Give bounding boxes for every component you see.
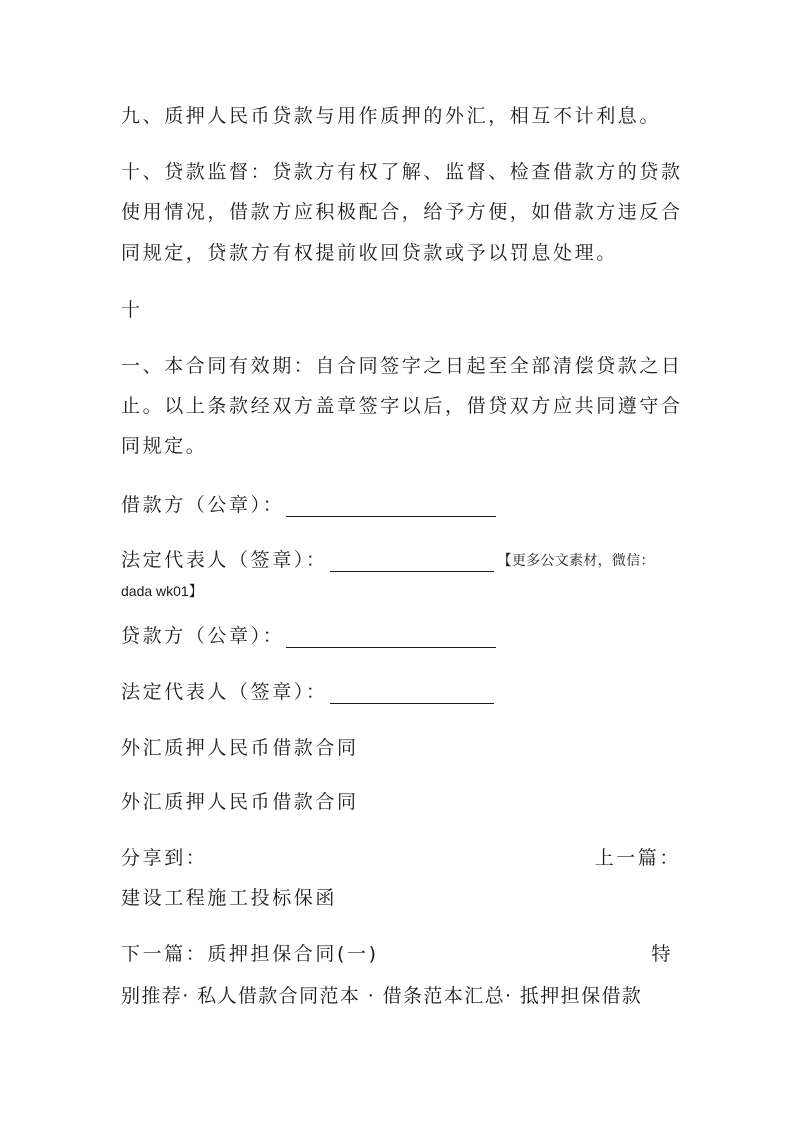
doc-title-1: 外汇质押人民币借款合同	[121, 737, 359, 759]
clause-10-line-2: 使用情况，借款方应积极配合，给予方便，如借款方违反合	[121, 201, 683, 223]
share-label: 分享到：	[121, 847, 208, 869]
lender-seal-blank[interactable]	[286, 629, 496, 648]
clause-11-line-3: 同规定。	[121, 435, 208, 457]
clause-10-line-1: 十、贷款监督：贷款方有权了解、监督、检查借款方的贷款	[121, 161, 683, 183]
borrower-seal-blank[interactable]	[286, 498, 496, 517]
next-article-link[interactable]: 下一篇：质押担保合同(一)	[121, 943, 379, 965]
special-recommend-links[interactable]: 别推荐· 私人借款合同范本 · 借条范本汇总· 抵押担保借款	[121, 985, 643, 1007]
lender-seal-row	[121, 624, 496, 648]
clause-11-heading: 十	[121, 299, 143, 321]
prev-article-link[interactable]: 建设工程施工投标保函	[121, 887, 338, 909]
lender-seal-label: 贷款方（公章）：	[121, 625, 285, 647]
lender-rep-label: 法定代表人（签章）：	[121, 681, 328, 703]
borrower-rep-label: 法定代表人（签章）：	[121, 549, 328, 571]
special-recommend-head: 特	[651, 943, 673, 965]
lender-rep-blank[interactable]	[330, 685, 494, 704]
borrower-seal-label: 借款方（公章）：	[121, 494, 285, 516]
clause-10-line-3: 同规定，贷款方有权提前收回贷款或予以罚息处理。	[121, 242, 618, 264]
doc-title-2: 外汇质押人民币借款合同	[121, 791, 359, 813]
borrower-rep-blank[interactable]	[330, 553, 494, 572]
prev-article-label: 上一篇：	[594, 847, 681, 869]
lender-rep-row	[121, 680, 494, 704]
borrower-rep-row	[121, 548, 655, 572]
promo-note-cont: dada wk01】	[121, 583, 203, 599]
clause-9: 九、质押人民币贷款与用作质押的外汇，相互不计利息。	[121, 105, 662, 127]
promo-note: 【更多公文素材，微信：	[497, 552, 655, 568]
borrower-seal-row	[121, 493, 496, 517]
clause-11-line-2: 止。以上条款经双方盖章签字以后，借贷双方应共同遵守合	[121, 395, 683, 417]
clause-11-line-1: 一、本合同有效期：自合同签字之日起至全部清偿贷款之日	[121, 355, 683, 377]
